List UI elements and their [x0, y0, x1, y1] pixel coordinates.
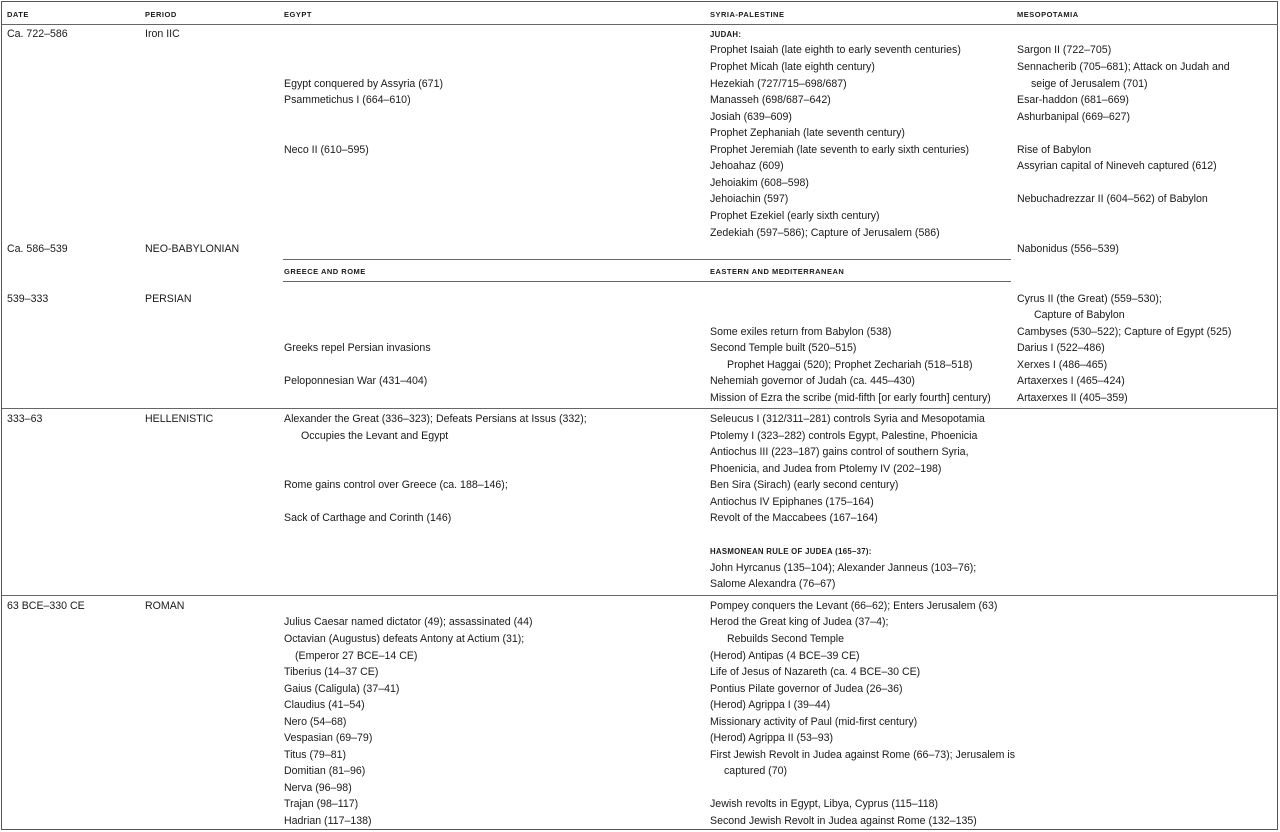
- list-item: Nebuchadrezzar II (604–562) of Babylon: [1017, 193, 1208, 205]
- list-item: Egypt conquered by Assyria (671): [284, 78, 443, 90]
- list-item: Prophet Jeremiah (late seventh to early sixth centuries): [710, 144, 970, 156]
- list-item: Sargon II (722–705): [1017, 44, 1112, 56]
- list-item: Peloponnesian War (431–404): [284, 375, 428, 387]
- list-item: Nabonidus (556–539): [1017, 243, 1119, 255]
- list-item: Phoenicia, and Judea from Ptolemy IV (202–198): [710, 463, 942, 475]
- list-item: Occupies the Levant and Egypt: [301, 430, 449, 442]
- list-item: Rebuilds Second Temple: [727, 633, 844, 645]
- list-item: First Jewish Revolt in Judea against Rome (66–73); Jerusalem is: [710, 749, 1015, 761]
- list-item: Octavian (Augustus) defeats Antony at Actium (31);: [284, 633, 525, 645]
- list-item: Seleucus I (312/311–281) controls Syria and Mesopotamia: [710, 413, 985, 425]
- list-item: Antiochus IV Epiphanes (175–164): [710, 496, 874, 508]
- list-item: Xerxes I (486–465): [1017, 359, 1108, 371]
- list-item: Some exiles return from Babylon (538): [710, 326, 892, 338]
- list-item: Herod the Great king of Judea (37–4);: [710, 616, 889, 628]
- list-item: Prophet Ezekiel (early sixth century): [710, 210, 880, 222]
- row-date: Ca. 722–586: [7, 28, 68, 40]
- list-item: Darius I (522–486): [1017, 342, 1105, 354]
- list-item: Jehoahaz (609): [710, 160, 784, 172]
- row-period: NEO-BABYLONIAN: [145, 243, 240, 255]
- list-item: Julius Caesar named dictator (49); assassinated (44): [284, 616, 533, 628]
- list-item: Hezekiah (727/715–698/687): [710, 78, 847, 90]
- list-item: Antiochus III (223–187) gains control of southern Syria,: [710, 446, 969, 458]
- list-item: Second Jewish Revolt in Judea against Rome (132–135): [710, 815, 977, 827]
- list-item: Greeks repel Persian invasions: [284, 342, 431, 354]
- list-item: Cambyses (530–522); Capture of Egypt (525): [1017, 326, 1232, 338]
- header-egypt: EGYPT: [284, 10, 312, 19]
- header-greece-rome: GREECE AND ROME: [284, 267, 366, 276]
- row-rule-hellenistic: [2, 408, 1278, 409]
- list-item: Nerva (96–98): [284, 782, 352, 794]
- list-item: Prophet Haggai (520); Prophet Zechariah (518–518): [727, 359, 973, 371]
- list-item: Ptolemy I (323–282) controls Egypt, Palestine, Phoenicia: [710, 430, 978, 442]
- list-item: (Herod) Agrippa I (39–44): [710, 699, 831, 711]
- row-date: 63 BCE–330 CE: [7, 600, 85, 612]
- list-item: Cyrus II (the Great) (559–530);: [1017, 293, 1162, 305]
- list-item: Nehemiah governor of Judah (ca. 445–430): [710, 375, 915, 387]
- list-item: Ashurbanipal (669–627): [1017, 111, 1131, 123]
- list-item: Neco II (610–595): [284, 144, 369, 156]
- list-item: Tiberius (14–37 CE): [284, 666, 379, 678]
- list-item: Ben Sira (Sirach) (early second century): [710, 479, 899, 491]
- list-item: Nero (54–68): [284, 716, 347, 728]
- header-period: PERIOD: [145, 10, 177, 19]
- list-item: Capture of Babylon: [1034, 309, 1125, 321]
- subheader-rule-bottom: [283, 281, 1011, 282]
- list-item: Prophet Micah (late eighth century): [710, 61, 875, 73]
- list-item: (Emperor 27 BCE–14 CE): [295, 650, 418, 662]
- list-item: Revolt of the Maccabees (167–164): [710, 512, 878, 524]
- header-syria-palestine: SYRIA-PALESTINE: [710, 10, 785, 19]
- list-item: Rome gains control over Greece (ca. 188–146);: [284, 479, 508, 491]
- header-eastern-mediterranean: EASTERN AND MEDITERRANEAN: [710, 267, 845, 276]
- header-rule: [2, 24, 1278, 25]
- list-item: Jehoiakim (608–598): [710, 177, 809, 189]
- list-item: Assyrian capital of Nineveh captured (612): [1017, 160, 1217, 172]
- list-item: Artaxerxes II (405–359): [1017, 392, 1128, 404]
- list-item: Life of Jesus of Nazareth (ca. 4 BCE–30 CE): [710, 666, 921, 678]
- list-item: Jehoiachin (597): [710, 193, 789, 205]
- list-item: Zedekiah (597–586); Capture of Jerusalem (586): [710, 227, 940, 239]
- list-item: Jewish revolts in Egypt, Libya, Cyprus (115–118): [710, 798, 939, 810]
- list-item: Sennacherib (705–681); Attack on Judah and: [1017, 61, 1230, 73]
- header-date: DATE: [7, 10, 29, 19]
- list-item: Alexander the Great (336–323); Defeats Persians at Issus (332);: [284, 413, 587, 425]
- list-item: Domitian (81–96): [284, 765, 366, 777]
- row-period: ROMAN: [145, 600, 185, 612]
- list-item: Mission of Ezra the scribe (mid-fifth [or early fourth] century): [710, 392, 991, 404]
- row-period: PERSIAN: [145, 293, 192, 305]
- row-date: 539–333: [7, 293, 49, 305]
- list-item: Claudius (41–54): [284, 699, 365, 711]
- list-item: Pontius Pilate governor of Judea (26–36): [710, 683, 903, 695]
- subheader-rule-top: [283, 259, 1011, 260]
- list-item: Salome Alexandra (76–67): [710, 578, 836, 590]
- list-item: Esar-haddon (681–669): [1017, 94, 1129, 106]
- section-label: HASMONEAN RULE OF JUDEA (165–37):: [710, 547, 872, 556]
- list-item: Vespasian (69–79): [284, 732, 373, 744]
- list-item: seige of Jerusalem (701): [1031, 78, 1148, 90]
- list-item: Prophet Zephaniah (late seventh century): [710, 127, 905, 139]
- list-item: captured (70): [724, 765, 788, 777]
- list-item: Trajan (98–117): [284, 798, 359, 810]
- list-item: Titus (79–81): [284, 749, 347, 761]
- list-item: Psammetichus I (664–610): [284, 94, 411, 106]
- list-item: Artaxerxes I (465–424): [1017, 375, 1125, 387]
- list-item: (Herod) Antipas (4 BCE–39 CE): [710, 650, 860, 662]
- row-rule-roman: [2, 595, 1278, 596]
- list-item: Manasseh (698/687–642): [710, 94, 831, 106]
- list-item: Missionary activity of Paul (mid-first century): [710, 716, 918, 728]
- list-item: Hadrian (117–138): [284, 815, 372, 827]
- list-item: Prophet Isaiah (late eighth to early seventh centuries): [710, 44, 961, 56]
- header-mesopotamia: MESOPOTAMIA: [1017, 10, 1079, 19]
- list-item: Rise of Babylon: [1017, 144, 1092, 156]
- list-item: Pompey conquers the Levant (66–62); Enters Jerusalem (63): [710, 600, 998, 612]
- section-label: JUDAH:: [710, 30, 742, 39]
- list-item: (Herod) Agrippa II (53–93): [710, 732, 834, 744]
- row-period: HELLENISTIC: [145, 413, 214, 425]
- row-date: Ca. 586–539: [7, 243, 68, 255]
- row-date: 333–63: [7, 413, 43, 425]
- list-item: John Hyrcanus (135–104); Alexander Janneus (103–76);: [710, 562, 977, 574]
- row-period: Iron IIC: [145, 28, 180, 40]
- list-item: Gaius (Caligula) (37–41): [284, 683, 400, 695]
- list-item: Josiah (639–609): [710, 111, 792, 123]
- list-item: Sack of Carthage and Corinth (146): [284, 512, 452, 524]
- list-item: Second Temple built (520–515): [710, 342, 857, 354]
